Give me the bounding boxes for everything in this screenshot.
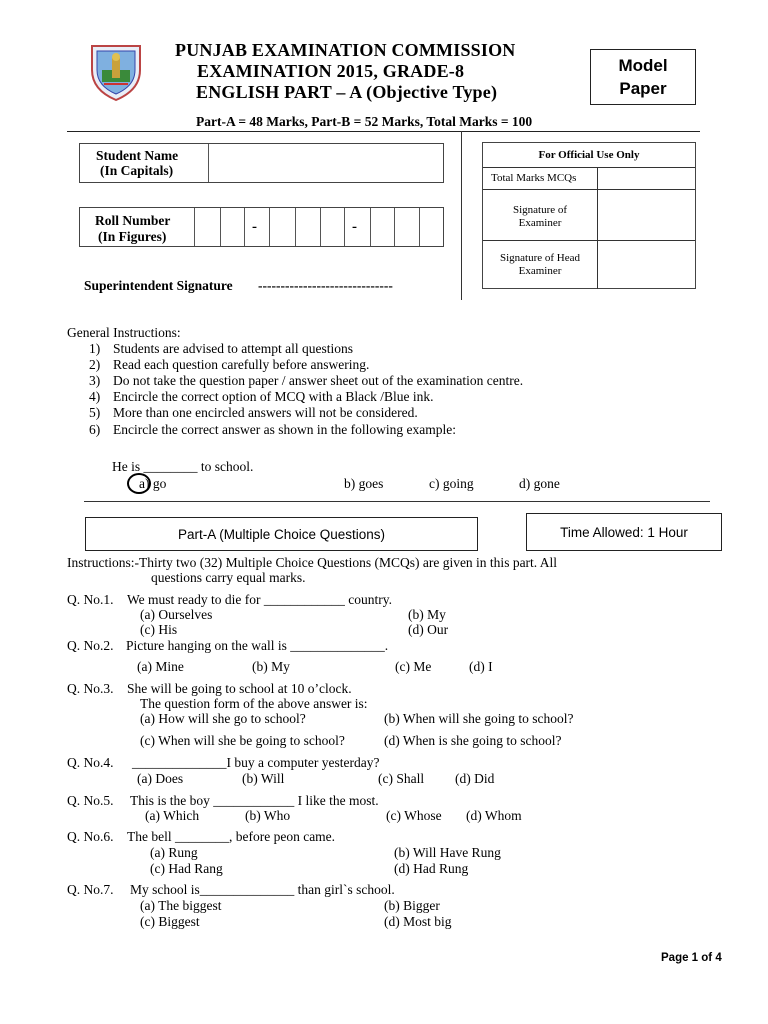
question-text: The bell ________, before peon came. bbox=[127, 829, 336, 844]
part-a-title-box bbox=[85, 517, 478, 551]
option-c[interactable]: (c) When will she be going to school? bbox=[140, 733, 345, 748]
option-c[interactable]: (c) His bbox=[140, 622, 178, 637]
instruction-item bbox=[89, 357, 370, 373]
question-label: Q. No.3. bbox=[67, 681, 114, 696]
question-label: Q. No.6. bbox=[67, 829, 114, 844]
question-text: We must ready to die for ____________ country. bbox=[127, 592, 392, 607]
option-a[interactable]: (a) The biggest bbox=[140, 898, 222, 913]
instruction-text: Students are advised to attempt all questions bbox=[113, 341, 353, 356]
part-a-instructions-2: questions carry equal marks. bbox=[151, 570, 306, 585]
student-name-sublabel: (In Capitals) bbox=[100, 163, 174, 178]
page-number: Page 1 of 4 bbox=[661, 952, 722, 964]
question-label: Q. No.5. bbox=[67, 793, 114, 808]
option-b[interactable]: (b) My bbox=[408, 607, 446, 622]
question-text: My school is______________ than girl`s school. bbox=[130, 882, 395, 897]
option-c[interactable]: (c) Whose bbox=[386, 808, 442, 823]
option-c[interactable]: (c) Me bbox=[395, 659, 432, 674]
roll-number-sublabel: (In Figures) bbox=[98, 229, 167, 244]
option-d[interactable]: (d) I bbox=[469, 659, 493, 674]
option-d[interactable]: (d) Whom bbox=[466, 808, 522, 823]
roll-cell-divider bbox=[394, 208, 395, 246]
instruction-number: 6) bbox=[89, 422, 101, 437]
official-use-table bbox=[482, 142, 696, 289]
question-label: Q. No.7. bbox=[67, 882, 114, 897]
instruction-item bbox=[89, 389, 434, 405]
option-a[interactable]: (a) Ourselves bbox=[140, 607, 213, 622]
marks-summary: Part-A = 48 Marks, Part-B = 52 Marks, Total Marks = 100 bbox=[196, 114, 533, 129]
roll-cell-divider bbox=[295, 208, 296, 246]
roll-dash-1: - bbox=[252, 219, 257, 235]
vertical-divider bbox=[461, 131, 462, 300]
question-label: Q. No.2. bbox=[67, 638, 114, 653]
part-a-title: Part-A (Multiple Choice Questions) bbox=[177, 527, 386, 542]
official-row-divider bbox=[483, 167, 695, 168]
student-name-label: Student Name bbox=[96, 148, 179, 163]
time-allowed-box bbox=[526, 513, 722, 551]
roll-cell-divider bbox=[244, 208, 245, 246]
total-marks-mcqs-label: Total Marks MCQs bbox=[491, 172, 577, 184]
head-examiner-signature-label: Signature of Head bbox=[499, 252, 581, 264]
instruction-number: 1) bbox=[89, 341, 101, 356]
general-instructions-heading: General Instructions: bbox=[67, 325, 181, 340]
option-d[interactable]: (d) When is she going to school? bbox=[384, 733, 562, 748]
option-d[interactable]: (d) Had Rung bbox=[394, 861, 469, 876]
question-subtext: The question form of the above answer is: bbox=[140, 696, 368, 711]
option-c[interactable]: (c) Shall bbox=[378, 771, 425, 786]
model-paper-box bbox=[590, 49, 696, 105]
time-allowed: Time Allowed: 1 Hour bbox=[560, 525, 688, 540]
paper-label: Paper bbox=[619, 79, 667, 98]
examiner-signature-label-2: Examiner bbox=[518, 217, 562, 229]
instruction-item bbox=[89, 341, 353, 357]
option-b[interactable]: (b) When will she going to school? bbox=[384, 711, 574, 726]
example-divider bbox=[84, 501, 710, 502]
roll-cell-divider bbox=[320, 208, 321, 246]
head-examiner-signature-label-2: Examiner bbox=[518, 265, 562, 277]
roll-cell-divider bbox=[370, 208, 371, 246]
question-text: ______________I buy a computer yesterday? bbox=[132, 755, 380, 770]
example-option-d: d) gone bbox=[519, 476, 560, 491]
roll-cell-divider bbox=[220, 208, 221, 246]
official-col-divider bbox=[597, 167, 598, 289]
option-b[interactable]: (b) Will Have Rung bbox=[394, 845, 501, 860]
roll-cell-divider bbox=[194, 208, 195, 246]
superintendent-signature-line[interactable]: ------------------------------ bbox=[258, 278, 393, 293]
question-text: This is the boy ____________ I like the most. bbox=[130, 793, 379, 808]
option-b[interactable]: (b) My bbox=[252, 659, 290, 674]
model-label: Model bbox=[618, 56, 668, 75]
question-label: Q. No.4. bbox=[67, 755, 114, 770]
option-c[interactable]: (c) Had Rang bbox=[150, 861, 223, 876]
roll-dash-2: - bbox=[352, 219, 357, 235]
option-c[interactable]: (c) Biggest bbox=[140, 914, 200, 929]
option-d[interactable]: (d) Most big bbox=[384, 914, 452, 929]
superintendent-signature-label: Superintendent Signature bbox=[84, 278, 233, 293]
logo bbox=[84, 40, 148, 102]
question-text: Picture hanging on the wall is ______________. bbox=[126, 638, 389, 653]
header-divider bbox=[67, 131, 700, 132]
official-row-divider bbox=[483, 189, 695, 190]
instruction-text: Encircle the correct option of MCQ with a Black /Blue ink. bbox=[113, 389, 434, 404]
examiner-signature-label: Signature of bbox=[512, 204, 568, 216]
option-d[interactable]: (d) Our bbox=[408, 622, 449, 637]
header-title-1: PUNJAB EXAMINATION COMMISSION bbox=[175, 40, 516, 60]
option-d[interactable]: (d) Did bbox=[455, 771, 495, 786]
roll-number-box bbox=[79, 207, 444, 247]
instruction-text: More than one encircled answers will not be considered. bbox=[113, 405, 418, 420]
option-b[interactable]: (b) Bigger bbox=[384, 898, 440, 913]
option-a[interactable]: (a) Mine bbox=[137, 659, 184, 674]
instruction-text: Read each question carefully before answering. bbox=[113, 357, 370, 372]
option-a[interactable]: (a) Does bbox=[137, 771, 184, 786]
instruction-number: 5) bbox=[89, 405, 101, 420]
instruction-text: Do not take the question paper / answer sheet out of the examination centre. bbox=[113, 373, 524, 388]
option-a[interactable]: (a) How will she go to school? bbox=[140, 711, 306, 726]
instruction-number: 4) bbox=[89, 389, 101, 404]
option-a[interactable]: (a) Which bbox=[145, 808, 200, 823]
header-title-3: ENGLISH PART – A (Objective Type) bbox=[196, 82, 498, 102]
instruction-text: Encircle the correct answer as shown in the following example: bbox=[113, 422, 457, 437]
question-label: Q. No.1. bbox=[67, 592, 114, 607]
roll-cell-divider bbox=[269, 208, 270, 246]
instruction-number: 3) bbox=[89, 373, 101, 388]
option-b[interactable]: (b) Who bbox=[245, 808, 291, 823]
instruction-item bbox=[89, 405, 418, 421]
roll-cell-divider bbox=[344, 208, 345, 246]
example-sentence: He is ________ to school. bbox=[112, 459, 254, 474]
question-text: She will be going to school at 10 o’clock. bbox=[127, 681, 352, 696]
student-name-box bbox=[79, 143, 444, 183]
instruction-number: 2) bbox=[89, 357, 101, 372]
part-a-instructions: Instructions:-Thirty two (32) Multiple Choice Questions (MCQs) are given in this part. All bbox=[67, 555, 558, 570]
official-use-title: For Official Use Only bbox=[538, 149, 640, 161]
official-row-divider bbox=[483, 240, 695, 241]
roll-cell-divider bbox=[419, 208, 420, 246]
example-option-b: b) goes bbox=[344, 476, 384, 491]
header-title-2: EXAMINATION 2015, GRADE-8 bbox=[197, 61, 465, 81]
example-option-a: a) go bbox=[139, 476, 167, 491]
example-option-c: c) going bbox=[429, 476, 474, 491]
instruction-item bbox=[89, 373, 524, 389]
instruction-item bbox=[89, 422, 457, 438]
student-name-input[interactable] bbox=[209, 144, 443, 182]
roll-number-label: Roll Number bbox=[95, 213, 171, 228]
option-b[interactable]: (b) Will bbox=[242, 771, 285, 786]
option-a[interactable]: (a) Rung bbox=[150, 845, 198, 860]
